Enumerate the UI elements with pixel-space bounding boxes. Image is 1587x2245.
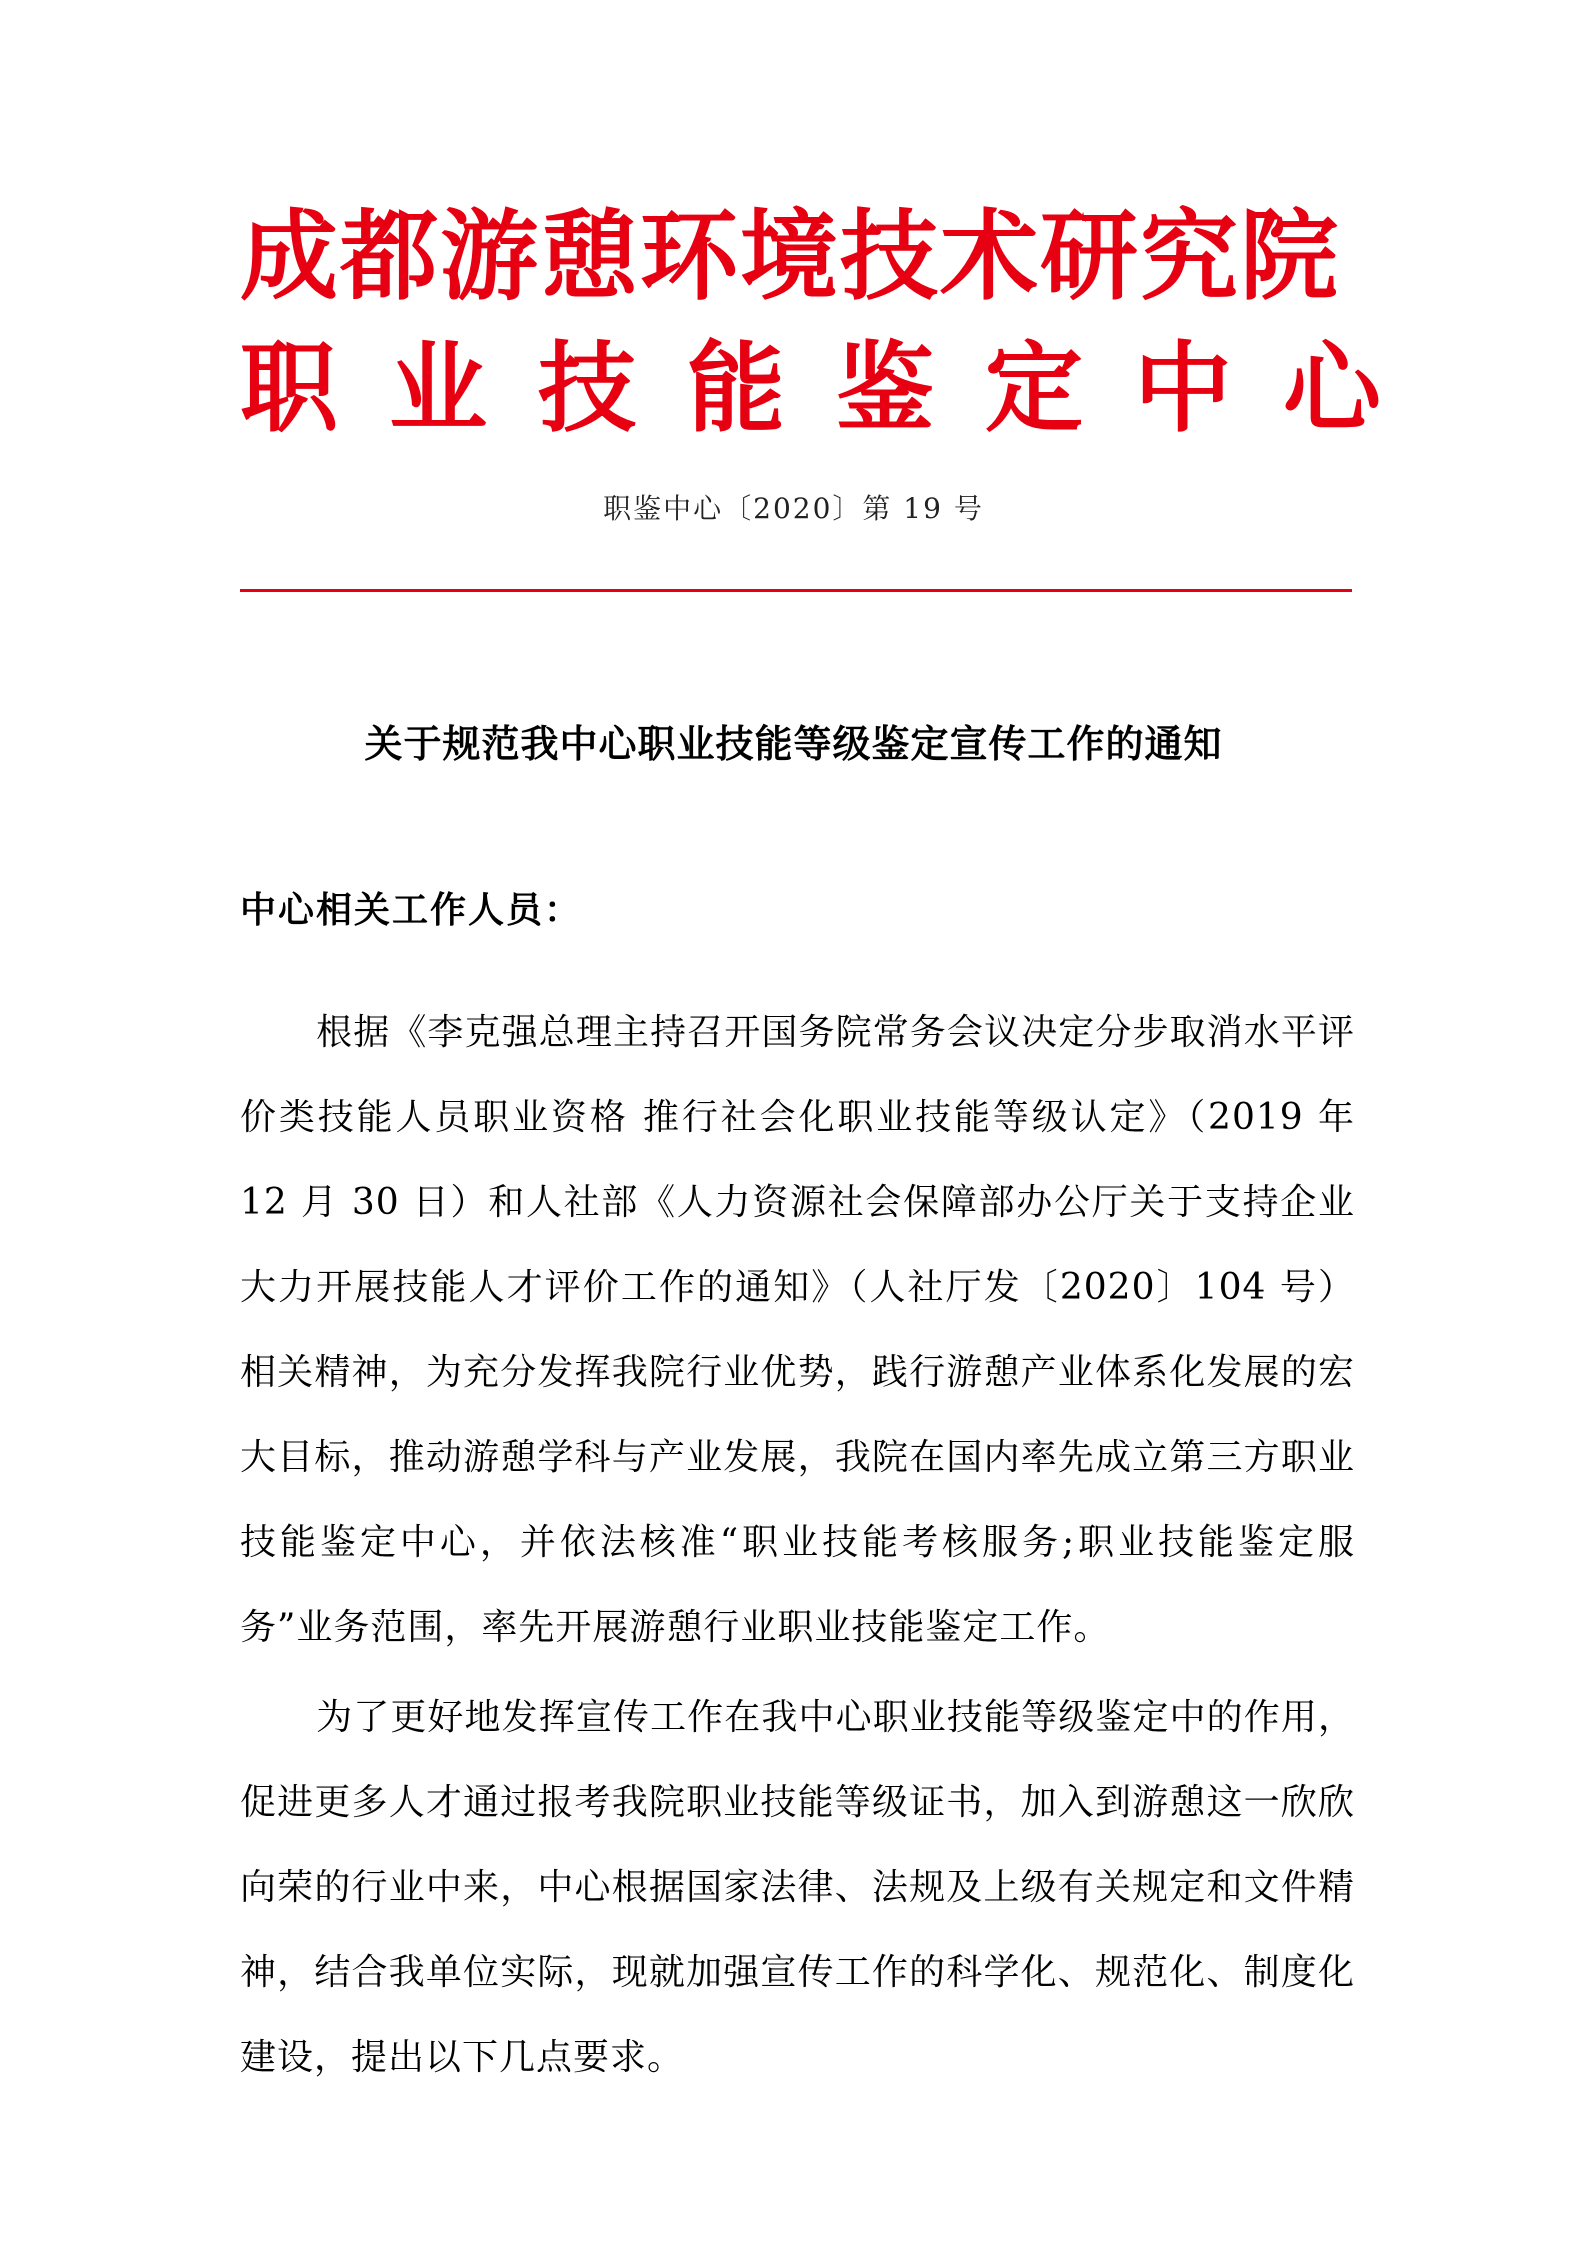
document-number: 职鉴中心〔2020〕第 19 号 — [603, 492, 984, 525]
body-paragraph — [240, 1675, 1355, 2100]
organization-name: 成都游憩环境技术研究院 — [240, 200, 1341, 314]
header-divider — [240, 589, 1352, 592]
organization-department: 职业技能鉴定中心 — [240, 332, 1433, 446]
body-paragraph — [240, 990, 1355, 1670]
notice-title: 关于规范我中心职业技能等级鉴定宣传工作的通知 — [364, 722, 1223, 766]
body-paragraph-text: 根据《李克强总理主持召开国务院常务会议决定分步取消水平评价类技能人员职业资格 推行社会化职业技能等级认定》（2019 年 12 月 30 日）和人社部《人力资源社会保障部办公厅关于支持企业大力开展技能人才评价工作的通知》（人社厅发〔2020〕104 号）相关精神，为充分发挥我院行业优势，践行游憩产业体系化发展的宏大目标，推动游憩学科与产业发展，我院在国内率先成立第三方职业技能鉴定中心，并依法核准“职业技能考核服务;职业技能鉴定服务”业务范围，率先开展游憩行业职业技能鉴定工作。 — [240, 1012, 1355, 1648]
salutation: 中心相关工作人员： — [240, 889, 583, 931]
body-paragraph-text: 为了更好地发挥宣传工作在我中心职业技能等级鉴定中的作用，促进更多人才通过报考我院职业技能等级证书，加入到游憩这一欣欣向荣的行业中来，中心根据国家法律、法规及上级有关规定和文件精神，结合我单位实际，现就加强宣传工作的科学化、规范化、制度化建设，提出以下几点要求。 — [240, 1697, 1355, 2078]
